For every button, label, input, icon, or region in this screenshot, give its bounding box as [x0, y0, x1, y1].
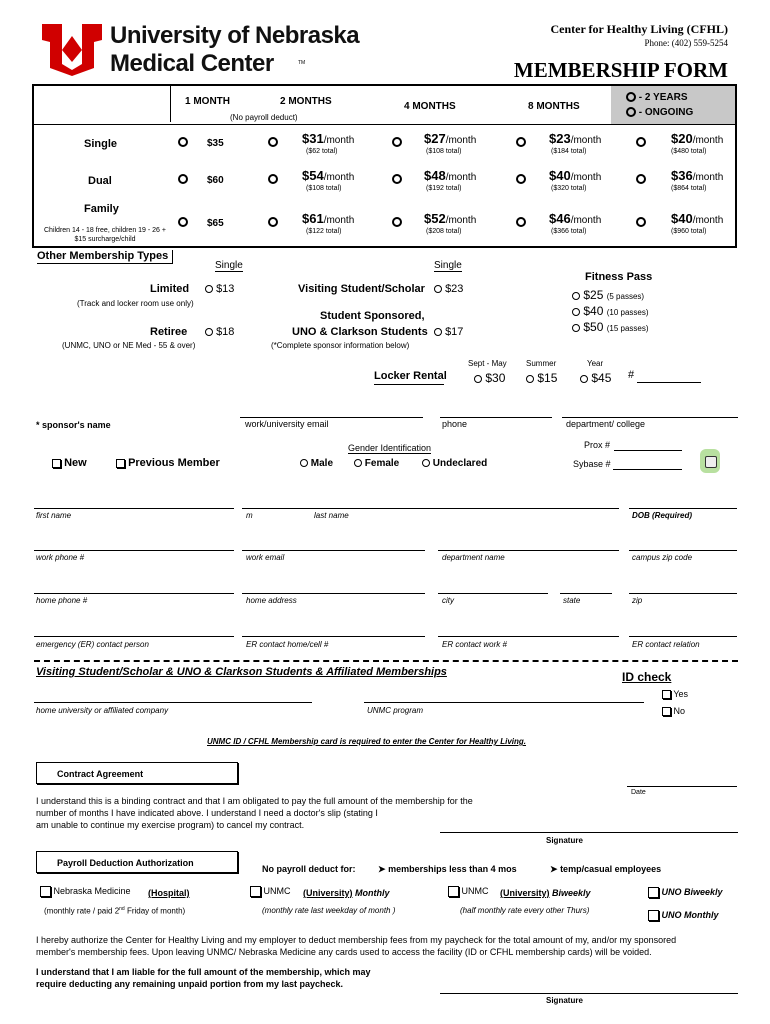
- checkbox-unmc-monthly[interactable]: [250, 886, 291, 897]
- single-4m-total: ($108 total): [426, 148, 462, 155]
- dob-label: DOB (Required): [632, 511, 692, 520]
- zip-field[interactable]: [629, 593, 737, 594]
- dual-2y-unit: /month: [692, 172, 724, 183]
- visiting-section-title: Visiting Student/Scholar & UNO & Clarkson Students & Affiliated Memberships: [36, 666, 447, 678]
- radio-dual-2y[interactable]: [636, 174, 646, 184]
- city-label: city: [442, 596, 454, 605]
- checkbox-previous-member[interactable]: [116, 457, 220, 469]
- family-2y-total: ($960 total): [671, 228, 707, 235]
- limited-price: $13: [216, 283, 235, 295]
- dual-4m-unit: /month: [445, 172, 477, 183]
- radio-dual-8m[interactable]: [516, 174, 526, 184]
- less-than-4-label: memberships less than 4 mos: [388, 864, 517, 874]
- liability-line2: require deducting any remaining unpaid portion from my last paycheck.: [36, 979, 344, 989]
- radio-ongoing[interactable]: [626, 107, 693, 118]
- payroll-title: Payroll Deduction Authorization: [36, 851, 238, 873]
- locker-15-price: $15: [537, 371, 558, 385]
- sponsored-price: $17: [445, 326, 464, 338]
- family-2m-total: ($122 total): [306, 228, 342, 235]
- dual-8m-total: ($320 total): [551, 185, 587, 192]
- sponsored-label-1: Student Sponsored,: [320, 310, 425, 322]
- locker-number-field[interactable]: [637, 382, 701, 383]
- dual-8m-price: $40: [549, 168, 571, 183]
- retiree-note: (UNMC, UNO or NE Med - 55 & over): [62, 341, 196, 350]
- er-work-label: ER contact work #: [442, 640, 507, 649]
- authorization-line1: I hereby authorize the Center for Healthy Living and my employer to deduct membership fees from my paycheck for the total amount of my, and/or my sponsored: [36, 935, 677, 945]
- radio-dual-1m[interactable]: [178, 174, 188, 184]
- prox-field[interactable]: [614, 450, 682, 451]
- department-name-label: department name: [442, 553, 505, 562]
- sponsored-label-2: UNO & Clarkson Students: [292, 326, 428, 338]
- locker-number-label: #: [628, 369, 635, 381]
- fitness-40-note: (10 passes): [606, 308, 649, 317]
- sponsor-name-label: * sponsor's name: [36, 420, 111, 430]
- temp-employees-item: [550, 864, 661, 875]
- single-1m-price: $35: [207, 138, 224, 149]
- family-note: Children 14 - 18 free, children 19 - 26 + $15 surcharge/child: [44, 227, 166, 243]
- campus-zip-label: campus zip code: [632, 553, 693, 562]
- radio-locker-15[interactable]: [526, 371, 557, 385]
- other-membership-title: Other Membership Types: [37, 250, 173, 264]
- fitness-50-note: (15 passes): [606, 324, 649, 333]
- unmc-monthly-university: (University): [303, 888, 353, 898]
- id-required-note: UNMC ID / CFHL Membership card is required to enter the Center for Healthy Living.: [207, 737, 527, 746]
- checkbox-new[interactable]: [52, 457, 87, 469]
- arrow-icon: ➤: [378, 864, 386, 874]
- sybase-field[interactable]: [613, 469, 682, 470]
- state-label: state: [563, 596, 581, 605]
- id-no-label: No: [673, 706, 686, 716]
- retiree-label: Retiree: [150, 326, 188, 338]
- er-relation-field[interactable]: [629, 636, 737, 637]
- no-payroll-deduct-label: No payroll deduct for:: [262, 864, 356, 874]
- liability-line1: I understand that I am liable for the full amount of the membership, which may: [36, 967, 371, 977]
- col-1month: 1 MONTH: [185, 96, 230, 107]
- campus-zip-field[interactable]: [629, 550, 737, 551]
- checkbox-uno-biweekly[interactable]: [648, 887, 723, 898]
- previous-member-label: Previous Member: [128, 457, 220, 469]
- er-person-label: emergency (ER) contact person: [36, 640, 149, 649]
- col-ongoing-label: - ONGOING: [638, 107, 694, 118]
- department-name-field[interactable]: [438, 550, 619, 551]
- nm-note: [44, 906, 185, 916]
- retiree-price: $18: [216, 326, 235, 338]
- male-label: Male: [310, 458, 334, 469]
- checkbox-unmc-biweekly[interactable]: [448, 886, 489, 897]
- nm-hospital-label: (Hospital): [148, 888, 190, 898]
- family-2y-price: $40: [671, 211, 693, 226]
- family-4m-total: ($208 total): [426, 228, 462, 235]
- er-relation-label: ER contact relation: [632, 640, 700, 649]
- contract-text-line2: number of months I have indicated above. I understand I need a doctor's slip (stating I: [36, 808, 378, 818]
- dob-field[interactable]: [629, 508, 737, 509]
- nm-note-part2: Friday of month): [124, 906, 186, 916]
- contract-date-label: Date: [631, 789, 646, 796]
- new-label: New: [64, 457, 87, 469]
- radio-female[interactable]: [354, 458, 399, 469]
- dual-4m-total: ($192 total): [426, 185, 462, 192]
- family-2m-unit: /month: [323, 215, 355, 226]
- family-2y-unit: /month: [692, 215, 724, 226]
- single-2y-unit: /month: [692, 135, 724, 146]
- radio-locker-30[interactable]: [474, 371, 505, 385]
- radio-sponsored[interactable]: [434, 326, 463, 338]
- contract-text-line1: I understand this is a binding contract and that I am obligated to pay the full amount of the membership for the: [36, 796, 473, 806]
- contract-signature-label: Signature: [546, 836, 583, 845]
- unmc-biweekly-university: (University): [500, 888, 550, 898]
- checkbox-uno-monthly[interactable]: [648, 910, 719, 921]
- radio-family-1m[interactable]: [178, 217, 188, 227]
- dual-4m-price: $48: [424, 168, 446, 183]
- dual-2m-unit: /month: [323, 172, 355, 183]
- dual-2m-price: $54: [302, 168, 324, 183]
- nm-note-part1: (monthly rate / paid 2: [44, 906, 120, 916]
- state-field[interactable]: [560, 593, 612, 594]
- sponsor-phone-label: phone: [442, 419, 468, 429]
- radio-family-4m[interactable]: [392, 217, 402, 227]
- col-2months: 2 MONTHS: [280, 96, 332, 107]
- sponsor-email-label: work/university email: [245, 419, 329, 429]
- col-4months: 4 MONTHS: [404, 101, 456, 112]
- contract-text-line3: am unable to continue my exercise program) to cancel my contract.: [36, 820, 305, 830]
- undeclared-label: Undeclared: [432, 458, 488, 469]
- unmc-biweekly-label: UNMC: [461, 886, 489, 896]
- unmc-program-field[interactable]: [364, 702, 644, 703]
- row-family-label: Family: [84, 203, 119, 215]
- last-name-field[interactable]: [242, 508, 619, 509]
- unmc-program-label: UNMC program: [367, 706, 424, 715]
- single-8m-price: $23: [549, 131, 571, 146]
- fitness-25-price: $25: [583, 288, 604, 302]
- single-4m-unit: /month: [445, 135, 477, 146]
- single-header-2: Single: [434, 260, 462, 271]
- dual-2y-total: ($864 total): [671, 185, 707, 192]
- family-4m-unit: /month: [445, 215, 477, 226]
- prox-label: Prox #: [584, 440, 611, 450]
- family-8m-price: $46: [549, 211, 571, 226]
- uno-biweekly-label: UNO Biweekly: [661, 887, 723, 897]
- locker-rental-label: Locker Rental: [374, 370, 447, 382]
- home-phone-field[interactable]: [34, 593, 234, 594]
- single-header-1: Single: [215, 260, 243, 271]
- work-email-label: work email: [246, 553, 285, 562]
- family-2m-price: $61: [302, 211, 324, 226]
- limited-note: (Track and locker room use only): [77, 299, 194, 308]
- work-phone-label: work phone #: [36, 553, 85, 562]
- contract-signature-field[interactable]: [440, 832, 738, 833]
- org-name-line1: University of Nebraska: [110, 22, 360, 49]
- locker-hdr-year: Year: [587, 359, 604, 368]
- row-single-label: Single: [84, 138, 118, 150]
- radio-dual-4m[interactable]: [392, 174, 402, 184]
- radio-locker-45[interactable]: [580, 371, 611, 385]
- radio-fitness-25[interactable]: [572, 288, 644, 302]
- radio-2years[interactable]: [626, 92, 688, 103]
- id-yes-label: Yes: [673, 689, 689, 699]
- single-2m-unit: /month: [323, 135, 355, 146]
- visiting-price: $23: [445, 283, 464, 295]
- temp-employees-label: temp/casual employees: [560, 864, 662, 874]
- locker-45-price: $45: [591, 371, 612, 385]
- uno-monthly-label: UNO Monthly: [661, 910, 719, 920]
- home-phone-label: home phone #: [36, 596, 88, 605]
- radio-undeclared[interactable]: [422, 458, 487, 469]
- single-2y-total: ($480 total): [671, 148, 707, 155]
- last-name-label: last name: [314, 511, 349, 520]
- unmc-monthly-freq: Monthly: [355, 888, 390, 898]
- female-label: Female: [364, 458, 400, 469]
- unmc-biweekly-freq: Biweekly: [552, 888, 591, 898]
- zip-label: zip: [632, 596, 643, 605]
- single-2m-total: ($62 total): [306, 148, 338, 155]
- unmc-monthly-note: (monthly rate last weekday of month ): [262, 906, 396, 915]
- middle-initial-label: m: [246, 511, 253, 520]
- col-8months: 8 MONTHS: [528, 101, 580, 112]
- fitness-pass-title: Fitness Pass: [585, 271, 653, 283]
- radio-male[interactable]: [300, 458, 333, 469]
- radio-retiree[interactable]: [205, 326, 234, 338]
- radio-single-8m[interactable]: [516, 137, 526, 147]
- work-email-field[interactable]: [242, 550, 425, 551]
- city-field[interactable]: [438, 593, 548, 594]
- family-8m-unit: /month: [570, 215, 602, 226]
- er-home-field[interactable]: [242, 636, 425, 637]
- home-university-field[interactable]: [34, 702, 312, 703]
- section-divider: [34, 660, 738, 662]
- radio-limited[interactable]: [205, 283, 234, 295]
- checkbox-id-yes[interactable]: [662, 689, 688, 699]
- locker-rental-underline: [374, 384, 444, 385]
- col-2years-label: - 2 YEARS: [638, 92, 688, 103]
- dual-2y-price: $36: [671, 168, 693, 183]
- unmc-monthly-label: UNMC: [263, 886, 291, 896]
- radio-single-2m[interactable]: [268, 137, 278, 147]
- nm-label: Nebraska Medicine: [53, 886, 131, 896]
- radio-fitness-40[interactable]: [572, 304, 649, 318]
- center-name: Center for Healthy Living (CFHL): [550, 22, 728, 36]
- sybase-label: Sybase #: [573, 459, 611, 469]
- work-phone-field[interactable]: [34, 550, 234, 551]
- checkbox-nebraska-medicine[interactable]: [40, 886, 131, 897]
- locker-hdr-summer: Summer: [526, 359, 557, 368]
- id-check-title: ID check: [622, 670, 672, 684]
- radio-family-2y[interactable]: [636, 217, 646, 227]
- home-address-field[interactable]: [242, 593, 425, 594]
- org-name-line2: Medical Center: [110, 50, 274, 77]
- no-payroll-note: (No payroll deduct): [230, 113, 298, 122]
- fitness-40-price: $40: [583, 304, 604, 318]
- limited-label: Limited: [150, 283, 190, 295]
- liability-text: [36, 966, 371, 990]
- single-8m-total: ($184 total): [551, 148, 587, 155]
- first-name-field[interactable]: [34, 508, 234, 509]
- checkbox-id-no[interactable]: [662, 706, 685, 716]
- first-name-label: first name: [36, 511, 72, 520]
- single-4m-price: $27: [424, 131, 446, 146]
- unmc-logo-icon: [40, 20, 104, 78]
- contract-text: [36, 795, 473, 831]
- family-4m-price: $52: [424, 211, 446, 226]
- contract-date-field[interactable]: [627, 786, 737, 787]
- dual-8m-unit: /month: [570, 172, 602, 183]
- row-dual-label: Dual: [88, 175, 112, 187]
- family-1m-price: $65: [207, 218, 224, 229]
- authorization-text: [36, 934, 676, 958]
- er-home-label: ER contact home/cell #: [246, 640, 329, 649]
- radio-family-2m[interactable]: [268, 217, 278, 227]
- sponsor-email-field[interactable]: [240, 417, 423, 418]
- radio-single-1m[interactable]: [178, 137, 188, 147]
- authorization-line2: member's membership fees. Upon leaving UNMC/ Nebraska Medicine any cards used to access the facility (ID or CFHL membership cards) will be voided.: [36, 947, 652, 957]
- radio-family-8m[interactable]: [516, 217, 526, 227]
- sponsor-phone-field[interactable]: [440, 417, 552, 418]
- radio-dual-2m[interactable]: [268, 174, 278, 184]
- nm-note-sup: nd: [119, 906, 125, 912]
- center-phone: Phone: (402) 559-5254: [644, 38, 728, 48]
- er-work-field[interactable]: [438, 636, 619, 637]
- single-2m-price: $31: [302, 131, 324, 146]
- sponsor-dept-label: department/ college: [566, 419, 646, 429]
- locker-30-price: $30: [485, 371, 506, 385]
- gender-title: Gender Identification: [348, 443, 432, 453]
- payroll-signature-label: Signature: [546, 996, 583, 1005]
- dual-2m-total: ($108 total): [306, 185, 342, 192]
- radio-fitness-50[interactable]: [572, 320, 649, 334]
- home-address-label: home address: [246, 596, 297, 605]
- payroll-signature-field[interactable]: [440, 993, 738, 994]
- contract-title: Contract Agreement: [36, 762, 238, 784]
- locker-hdr-sept: Sept - May: [468, 359, 507, 368]
- visiting-label: Visiting Student/Scholar: [298, 283, 425, 295]
- sponsor-note: (*Complete sponsor information below): [271, 341, 410, 350]
- less-than-4-item: [378, 864, 517, 875]
- arrow-icon: ➤: [550, 864, 558, 874]
- fitness-50-price: $50: [583, 320, 604, 334]
- fitness-25-note: (5 passes): [606, 292, 645, 301]
- single-8m-unit: /month: [570, 135, 602, 146]
- trademark: TM: [298, 60, 306, 66]
- unmc-biweekly-note: (half monthly rate every other Thurs): [460, 906, 590, 915]
- family-8m-total: ($366 total): [551, 228, 587, 235]
- er-person-field[interactable]: [34, 636, 234, 637]
- home-university-label: home university or affiliated company: [36, 706, 169, 715]
- radio-visiting[interactable]: [434, 283, 463, 295]
- single-2y-price: $20: [671, 131, 693, 146]
- attachment-icon[interactable]: [700, 449, 720, 473]
- radio-single-4m[interactable]: [392, 137, 402, 147]
- form-title: MEMBERSHIP FORM: [513, 58, 728, 82]
- sponsor-dept-field[interactable]: [562, 417, 738, 418]
- dual-1m-price: $60: [207, 175, 224, 186]
- radio-single-2y[interactable]: [636, 137, 646, 147]
